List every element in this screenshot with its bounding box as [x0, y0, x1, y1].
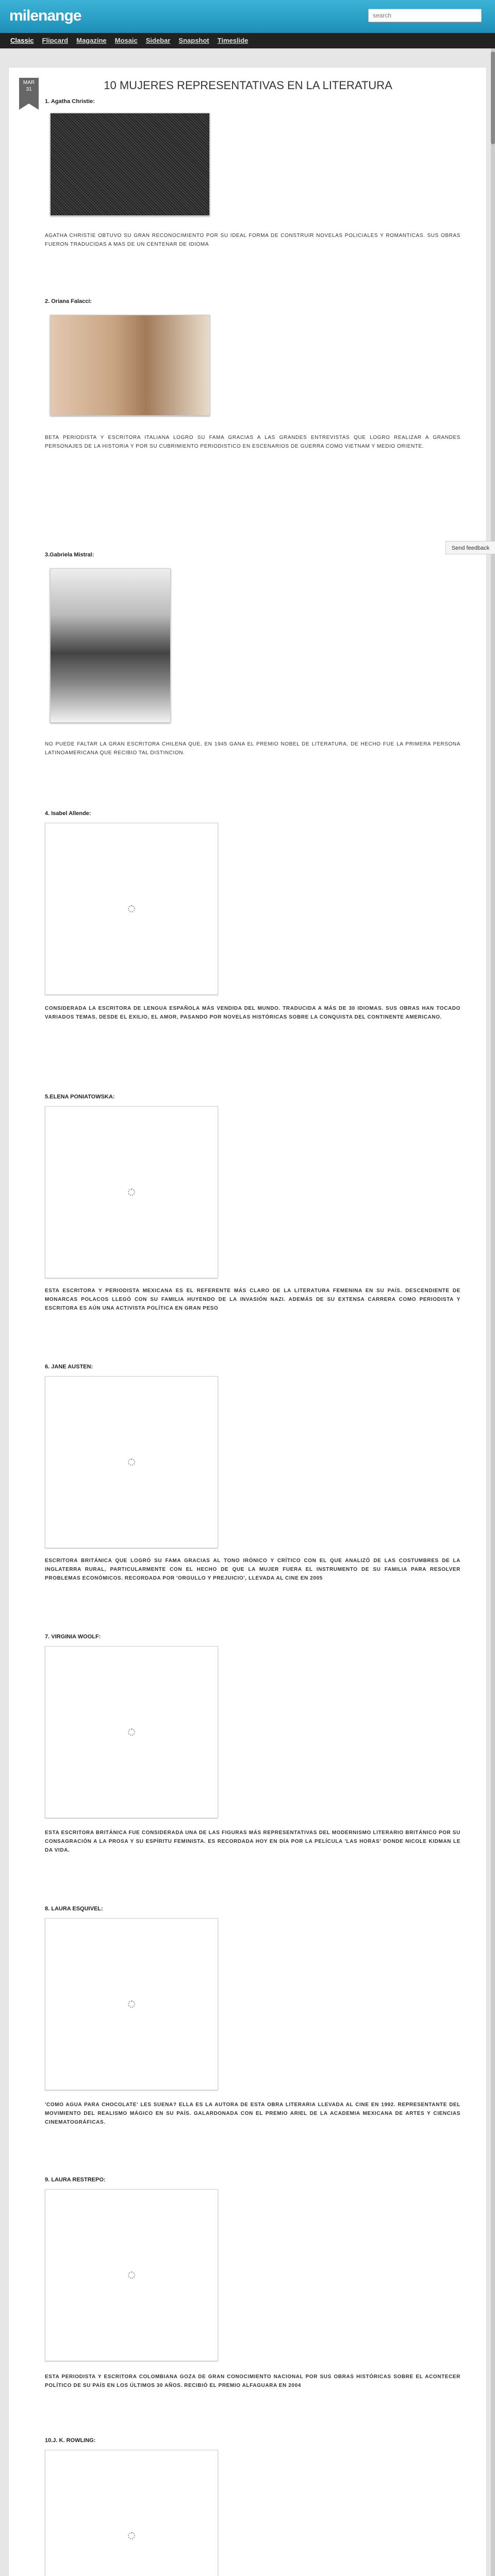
image-placeholder: [45, 1918, 218, 2090]
loading-spinner-icon: [128, 905, 135, 912]
image-placeholder: [45, 1376, 218, 1548]
section-heading: 1. Agatha Christie:: [45, 98, 95, 105]
nav-item-classic[interactable]: Classic: [10, 37, 34, 44]
post-title[interactable]: 10 MUJERES REPRESENTATIVAS EN LA LITERATURA: [104, 79, 392, 92]
photo-agatha-christie: [50, 113, 210, 216]
section-heading: 5.ELENA PONIATOWSKA:: [45, 1094, 115, 1100]
image-placeholder: [45, 2189, 218, 2361]
loading-spinner-icon: [128, 1189, 135, 1196]
section-heading: 7. VIRGINIA WOOLF:: [45, 1634, 101, 1640]
section-text: NO PUEDE FALTAR LA GRAN ESCRITORA CHILENA QUE, EN 1945 GANA EL PREMIO NOBEL DE LITERATURA, DE HECHO FUE LA PRIMERA PERSONA LATINOAMERICANA QUE RECIBIO TAL DISTINCION.: [45, 741, 460, 756]
image-placeholder: [45, 2450, 218, 2576]
loading-spinner-icon: [128, 1459, 135, 1466]
nav-item-flipcard[interactable]: Flipcard: [42, 37, 69, 44]
view-nav-list: [0, 33, 495, 48]
image-placeholder: [45, 823, 218, 995]
nav-item-timeslide[interactable]: Timeslide: [217, 37, 249, 44]
loading-spinner-icon: [128, 2001, 135, 2008]
send-feedback-button[interactable]: Send feedback: [446, 541, 495, 554]
scrollbar-thumb[interactable]: [491, 52, 495, 144]
nav-item-mosaic[interactable]: Mosaic: [114, 37, 138, 44]
section-text: ESTA ESCRITORA BRITÁNICA FUE CONSIDERADA UNA DE LAS FIGURAS MÁS REPRESENTATIVAS DEL MODERNISMO LITERARIO BRITÁNICO POR SU CONSAGRACIÓN A LA PROSA Y SU ESPÍRITU FEMINISTA. ES RECORDADA HOY EN DÍA POR LA PELÍCULA 'LAS HORAS' DONDE NICOLE KIDMAN LE DA VIDA.: [45, 1830, 460, 1853]
nav-item-sidebar[interactable]: Sidebar: [145, 37, 171, 44]
date-month: MAR: [23, 80, 35, 86]
nav-item-snapshot[interactable]: Snapshot: [178, 37, 209, 44]
section-text: ESTA ESCRITORA Y PERIODISTA MEXICANA ES EL REFERENTE MÁS CLARO DE LA LITERATURA FEMENINA EN SU PAÍS. DESCENDIENTE DE MONARCAS POLACOS LLEGÓ CON SU FAMILIA HUYENDO DE LA INVASIÓN NAZI. ADEMÁS DE SU EXTENSA CARRERA COMO PERIODISTA Y ESCRITORA ES AÚN UNA ACTIVISTA POLÍTICA EN GRAN PESO: [45, 1288, 460, 1311]
section-text: BETA PERIODISTA Y ESCRITORA ITALIANA LOGRO SU FAMA GRACIAS A LAS GRANDES ENTREVISTAS QUE LOGRO REALIZAR A GRANDES PERSONAJES DE LA HISTORIA Y POR SU CUBRIMIENTO PERIODISTICO EN ESCENARIOS DE GUERRA COMO VIETNAM Y MEDIO ORIENTE.: [45, 435, 460, 449]
section-text: ESTA PERIODISTA Y ESCRITORA COLOMBIANA GOZA DE GRAN CONOCIMIENTO NACIONAL POR SUS OBRAS HISTÓRICAS SOBRE EL ACONTECER POLÍTICO DE SU PAÍS EN LOS ÚLTIMOS 30 AÑOS. RECIBIÓ EL PREMIO ALFAGUARA EN 2004: [45, 2374, 460, 2388]
section-heading: 9. LAURA RESTREPO:: [45, 2177, 106, 2183]
section-heading: 8. LAURA ESQUIVEL:: [45, 1906, 103, 1912]
section-heading: 10.J. K. ROWLING:: [45, 2437, 96, 2444]
section-text: CONSIDERADA LA ESCRITORA DE LENGUA ESPAÑOLA MÁS VENDIDA DEL MUNDO. TRADUCIDA A MÁS DE 30 IDIOMAS. SUS OBRAS HAN TOCADO VARIADOS TEMAS, DESDE EL EXILIO, EL AMOR, PASANDO POR NOVELAS HISTÓRICAS SOBRE LA CONQUISTA DEL CONTINENTE AMERICANO.: [45, 1006, 460, 1020]
section-heading: 3.Gabriela Mistral:: [45, 552, 94, 558]
section-text: 'COMO AGUA PARA CHOCOLATE' LES SUENA? ELLA ES LA AUTORA DE ESTA OBRA LITERARIA LLEVADA AL CINE EN 1992. REPRESENTANTE DEL MOVIMIENTO DEL REALISMO MÁGICO EN SU PAÍS. GALARDONADA CON EL PREMIO ARIEL DE LA ACADEMIA MEXICANA DE ARTES Y CIENCIAS CINEMATOGRÁFICAS.: [45, 2102, 460, 2125]
date-day: 31: [26, 87, 32, 92]
search-input[interactable]: [368, 9, 482, 22]
photo-gabriela-mistral: [50, 568, 171, 723]
section-heading: 2. Oriana Falacci:: [45, 298, 92, 304]
loading-spinner-icon: [128, 1728, 135, 1736]
view-nav: [0, 33, 495, 48]
photo-oriana-fallaci: [50, 315, 210, 416]
section-heading: 6. JANE AUSTEN:: [45, 1364, 93, 1370]
post-card: [8, 67, 487, 2576]
section-text: ESCRITORA BRITÁNICA QUE LOGRÓ SU FAMA GRACIAS AL TONO IRÓNICO Y CRÍTICO CON EL QUE ANALIZÓ DE LAS COSTUMBRES DE LA INGLATERRA RURAL, PARTICULARMENTE CON EL HECHO DE QUE LA MUJER FUERA EL INSTRUMENTO DE SU FAMILIA PARA RESOLVER PROBLEMAS ECONÓMICOS. RECORDADA POR 'ORGULLO Y PREJUICIO', LLEVADA AL CINE EN 2005: [45, 1558, 460, 1581]
scrollbar-track[interactable]: [491, 48, 495, 2576]
blog-logo[interactable]: milenange: [9, 7, 81, 24]
image-placeholder: [45, 1646, 218, 1818]
section-text: AGATHA CHRISTIE OBTUVO SU GRAN RECONOCIMIENTO POR SU IDEAL FORMA DE CONSTRUIR NOVELAS POLICIALES Y ROMANTICAS. SUS OBRAS FUERON TRADUCIDAS A MAS DE UN CENTENAR DE IDIOMA: [45, 233, 460, 247]
nav-item-magazine[interactable]: Magazine: [76, 37, 107, 44]
section-heading: 4. Isabel Allende:: [45, 810, 91, 817]
top-header: [0, 0, 495, 33]
loading-spinner-icon: [128, 2532, 135, 2539]
image-placeholder: [45, 1106, 218, 1278]
loading-spinner-icon: [128, 2272, 135, 2279]
